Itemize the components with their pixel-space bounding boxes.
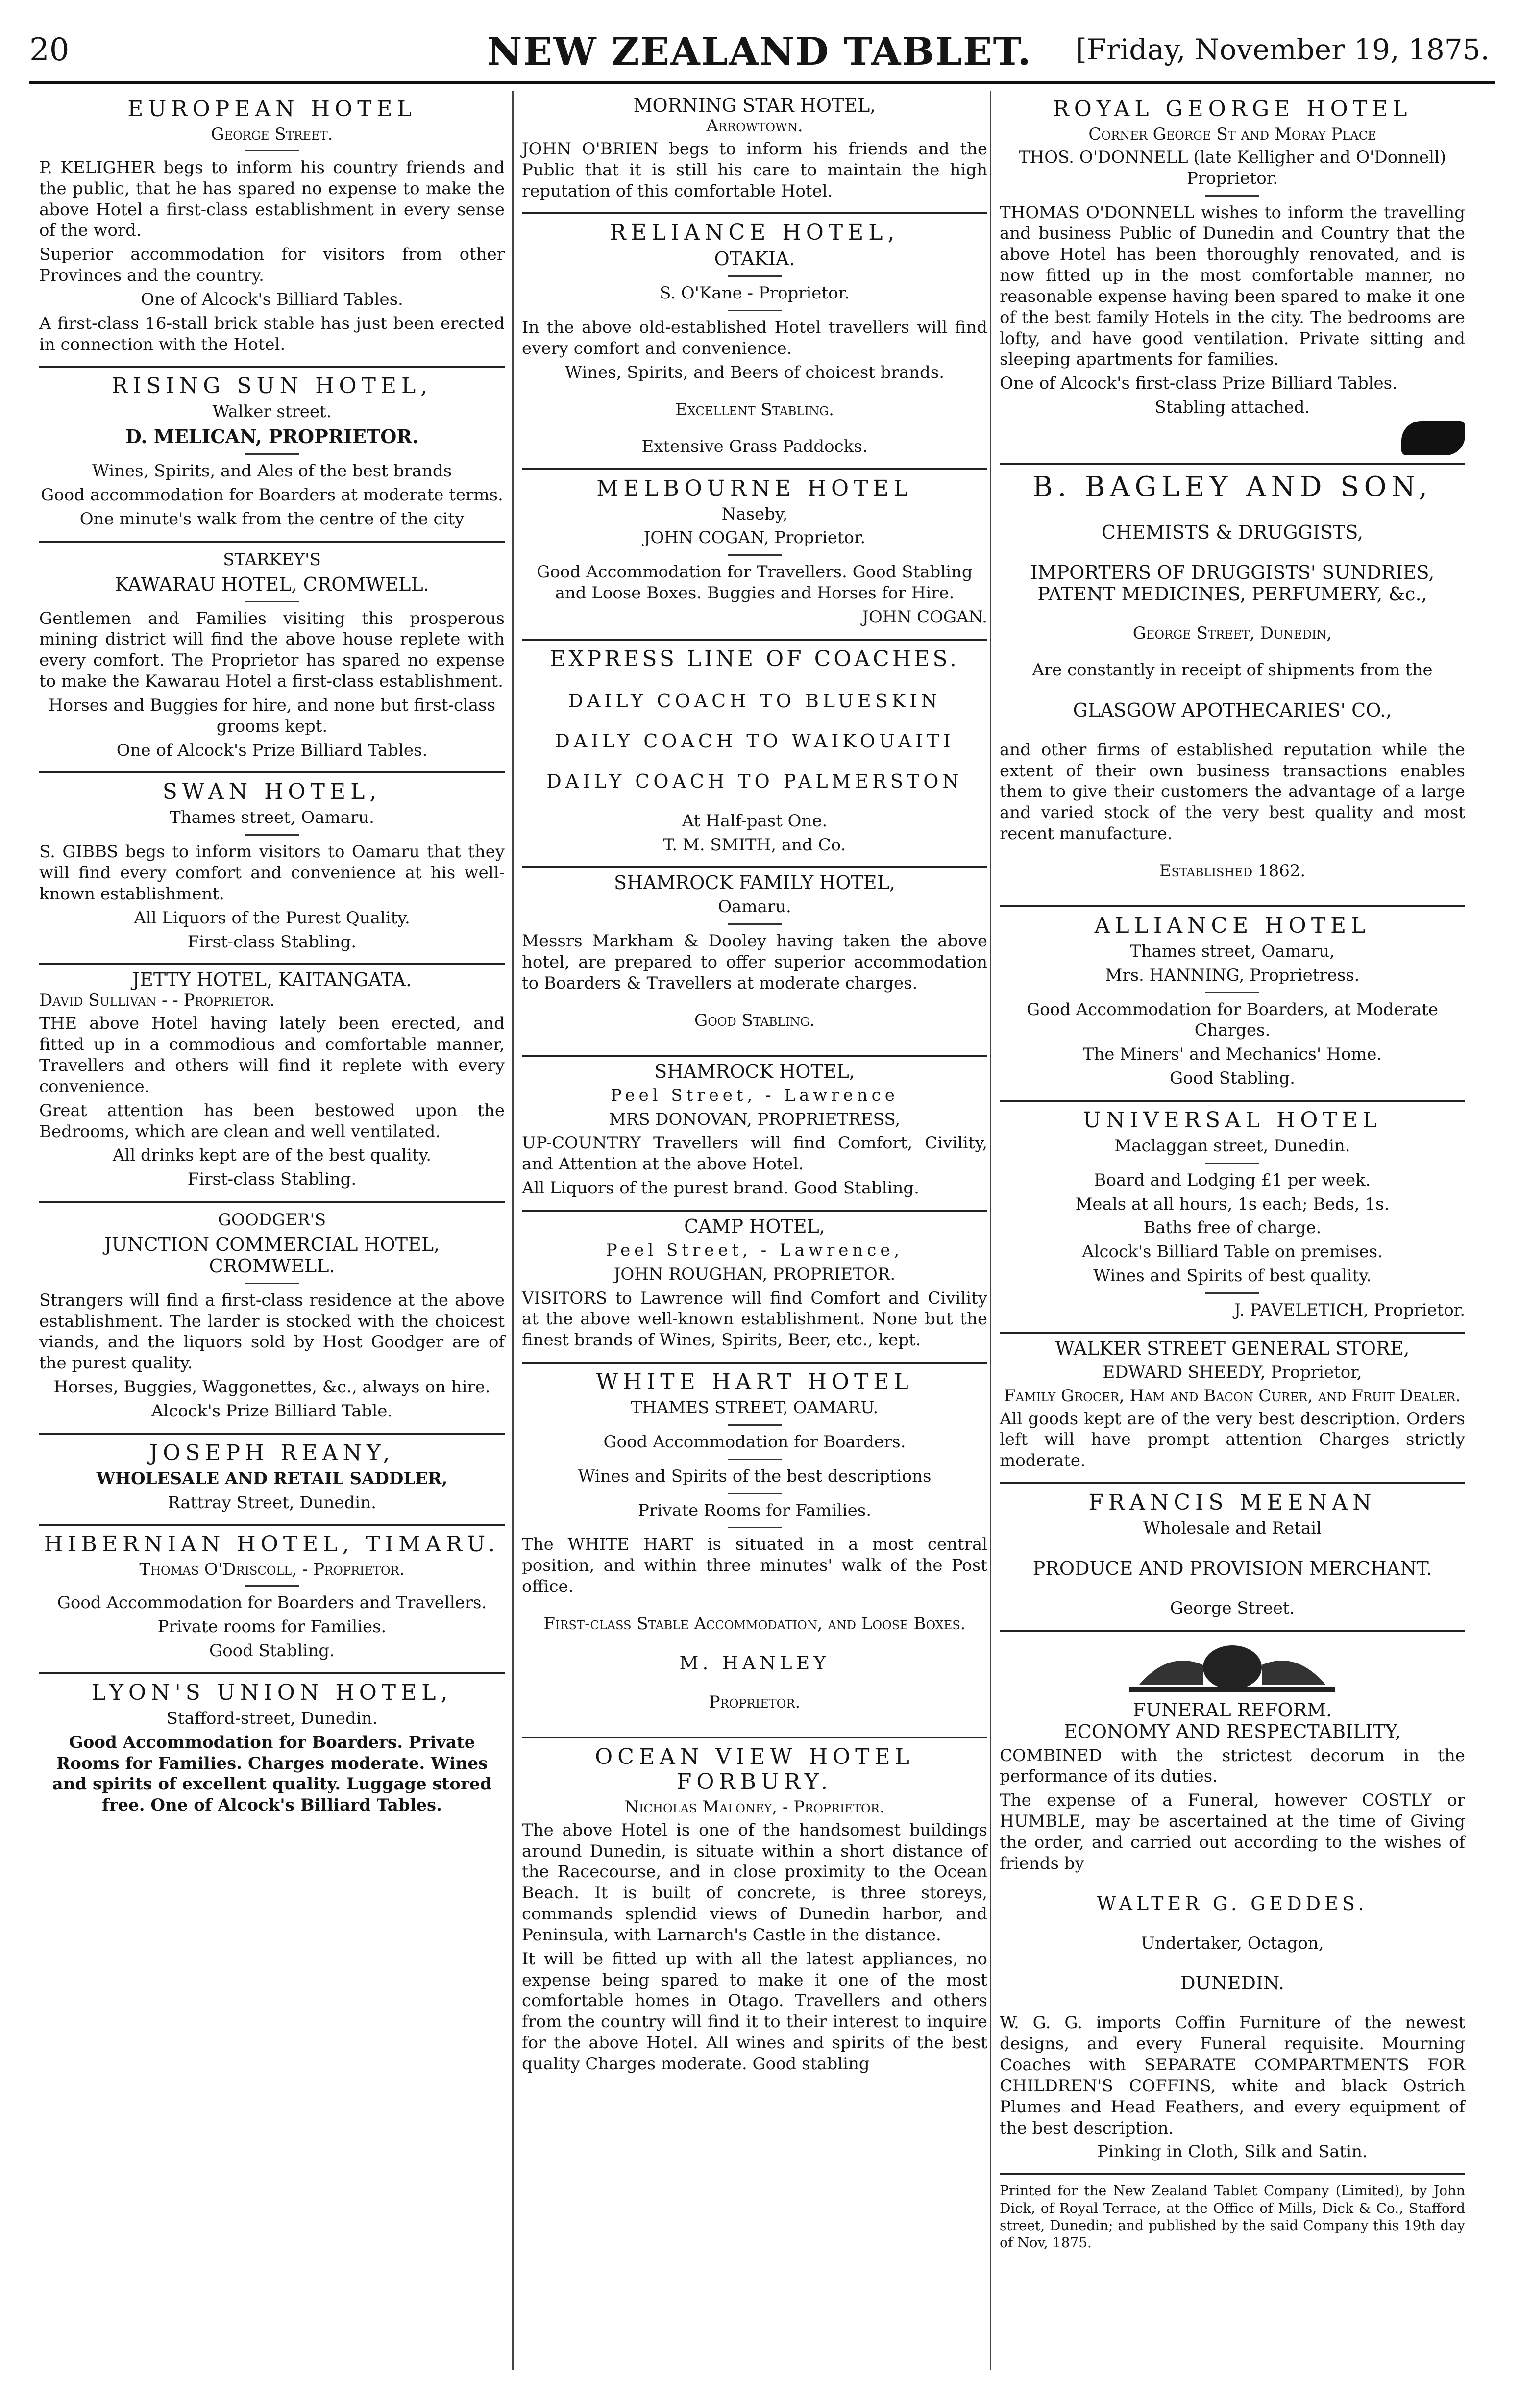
ad-text: Good Stabling.	[209, 1641, 335, 1661]
ad-text: The Miners' and Mechanics' Home.	[1082, 1044, 1382, 1065]
ad-text: First-class Stabling.	[187, 1169, 357, 1190]
ad-subtitle: Corner George St and Moray Place	[1088, 124, 1376, 144]
divider	[245, 834, 299, 836]
ad-text: Are constantly in receipt of shipments from the	[1032, 660, 1433, 680]
proprietor: THOS. O'DONNELL (late Kelligher and O'Donnell) Proprietor.	[1018, 148, 1446, 188]
ad-text: Superior accommodation for visitors from other Provinces and the country.	[39, 245, 505, 286]
ad-express-coaches	[522, 641, 987, 869]
ad-text: Rattray Street, Dunedin.	[168, 1492, 376, 1513]
ad-text: Good Accommodation for Travellers. Good Stabling and Loose Boxes. Buggies and Horses for Hire.	[537, 562, 973, 603]
ad-title: RELIANCE HOTEL,	[610, 220, 900, 246]
ad-text: Alcock's Prize Billiard Table.	[151, 1401, 393, 1421]
ad-text: VISITORS to Lawrence will find Comfort and Civility at the above well-known establishment. None but the finest brands of Wines, Spirits, Beer, etc., kept.	[522, 1288, 987, 1350]
ad-title: KAWARAU HOTEL, CROMWELL.	[115, 573, 429, 595]
masthead	[29, 27, 1490, 86]
ad-subtitle: Maclaggan street, Dunedin.	[1114, 1136, 1350, 1156]
newspaper-title: NEW ZEALAND TABLET.	[487, 29, 1032, 74]
ad-text: Meals at all hours, 1s each; Beds, 1s.	[1075, 1194, 1390, 1214]
ad-text: UP-COUNTRY Travellers will find Comfort, Civility, and Attention at the above Hotel.	[522, 1133, 987, 1174]
ad-text: Horses, Buggies, Waggonettes, &c., always on hire.	[53, 1377, 490, 1397]
divider	[728, 1424, 782, 1426]
divider	[245, 453, 299, 455]
ad-text: Pinking in Cloth, Silk and Satin.	[1097, 2142, 1368, 2162]
ad-text: The WHITE HART is situated in a most central position, and within three minutes' walk of the Post office.	[522, 1535, 987, 1596]
ad-bagley-and-son	[1000, 465, 1465, 907]
ad-title: FRANCIS MEENAN	[1088, 1489, 1376, 1515]
ad-subtitle: OTAKIA.	[714, 248, 795, 270]
ad-title: SWAN HOTEL,	[162, 779, 382, 805]
ad-lyons-union-hotel	[39, 1674, 505, 1827]
imprint-text: Printed for the New Zealand Tablet Company (Limited), by John Dick, of Royal Terrace, at the Office of Mills, Dick & Co., Stafford street, Dunedin; and published by the said Company this 19th day of Nov, 1875.	[1000, 2183, 1465, 2251]
header-rule	[29, 81, 1495, 84]
proprietor: EDWARD SHEEDY, Proprietor,	[1103, 1362, 1362, 1382]
ad-text: Board and Lodging £1 per week.	[1094, 1170, 1371, 1190]
ad-subtitle: Walker street.	[212, 402, 332, 422]
ad-title: LYON'S UNION HOTEL,	[91, 1680, 453, 1705]
ad-kawarau-hotel	[39, 543, 505, 774]
divider	[728, 1527, 782, 1528]
ad-text: P. KELIGHER begs to inform his country friends and the public, that he has spared no expense to make the above Hotel a first-class establishment in every sense of the word.	[39, 158, 505, 241]
ad-universal-hotel	[1000, 1102, 1465, 1334]
divider	[728, 923, 782, 925]
ad-text: Good Stabling.	[1170, 1068, 1295, 1089]
ad-morning-star-hotel	[522, 91, 987, 214]
ad-shamrock-family-hotel	[522, 868, 987, 1056]
ad-text: THOMAS O'DONNELL wishes to inform the travelling and business Public of Dunedin and Country that the above Hotel has been thoroughly renovated, and is now fitted up in the most comfortable manner, no reasonable expense having been spared to make it one of the best family Hotels in the city. The bedrooms are lofty, and have good ventilation. Private sitting and sleeping apartments for families.	[1000, 202, 1465, 370]
ad-title: JOSEPH REANY,	[149, 1440, 395, 1465]
ad-text: PRODUCE AND PROVISION MERCHANT.	[1032, 1557, 1432, 1579]
divider	[245, 1585, 299, 1587]
ad-text: Messrs Markham & Dooley having taken the above hotel, are prepared to offer superior accommodation to Boarders & Travellers at moderate charges.	[522, 931, 987, 993]
column-divider	[990, 91, 991, 2370]
proprietor: JOHN COGAN, Proprietor.	[643, 528, 866, 548]
ad-pretitle: GOODGER'S	[218, 1210, 326, 1230]
ad-title: EUROPEAN HOTEL	[127, 97, 417, 122]
coat-of-arms-icon	[1129, 1640, 1335, 1694]
ad-melbourne-hotel	[522, 470, 987, 641]
ad-text: A first-class 16-stall brick stable has just been erected in connection with the Hotel.	[39, 313, 505, 354]
divider	[1205, 992, 1259, 993]
issue-date: [Friday, November 19, 1875.	[1076, 33, 1490, 66]
ad-text: Good accommodation for Boarders at moderate terms.	[41, 485, 503, 505]
ad-text: W. G. G. imports Coffin Furniture of the newest designs, and every Funeral requisite. Mourning Coaches with SEPARATE COMPARTMENTS FOR CHILDREN'S COFFINS, white and black Ostrich Plumes and Head Feathers, and every equipment of the best description.	[1000, 2013, 1465, 2138]
ad-title: JUNCTION COMMERCIAL HOTEL, CROMWELL.	[104, 1233, 440, 1277]
proprietor: D. MELICAN, PROPRIETOR.	[125, 425, 419, 448]
divider	[728, 554, 782, 556]
ad-title: OCEAN VIEW HOTEL FORBURY.	[595, 1744, 914, 1794]
ad-funeral-reform	[1000, 1632, 1465, 2176]
ad-subtitle: Naseby,	[721, 504, 788, 524]
ad-text: Good Stabling.	[694, 1010, 815, 1030]
ad-francis-meenan	[1000, 1484, 1465, 1632]
ad-text: Great attention has been bestowed upon the Bedrooms, which are clean and well ventilated.	[39, 1100, 505, 1142]
ad-text: The expense of a Funeral, however COSTLY or HUMBLE, may be ascertained at the time of Giving the order, and carried out according to the wishes of friends by	[1000, 1790, 1465, 1873]
ad-title: ALLIANCE HOTEL	[1094, 913, 1371, 938]
ad-text: JOHN O'BRIEN begs to inform his friends and the Public that it is still his care to maintain the high reputation of this comfortable Hotel.	[522, 139, 987, 201]
ad-text: and other firms of established reputation while the extent of their own business transactions enables them to give their customers the advantage of a large and varied stock of the very best quality and most recent manufacture.	[1000, 740, 1465, 844]
ad-text: It will be fitted up with all the latest appliances, no expense being spared to make it one of the most comfortable homes in Otago. Travellers and others from the country will find it to their interest to inquire for the above Hotel. All wines and spirits of the best quality Charges moderate. Good stabling	[522, 1949, 987, 2074]
page-number: 20	[29, 32, 70, 68]
ad-text: First-class Stable Accommodation, and Loose Boxes.	[543, 1614, 966, 1634]
proprietor: Nicholas Maloney, - Proprietor.	[624, 1797, 885, 1817]
ad-text: IMPORTERS OF DRUGGISTS' SUNDRIES, PATENT MEDICINES, PERFUMERY, &c.,	[1030, 561, 1435, 605]
ad-pretitle: STARKEY'S	[223, 549, 321, 570]
ad-text: GLASGOW APOTHECARIES' CO.,	[1073, 699, 1392, 721]
ad-title: B. BAGLEY AND SON,	[1032, 471, 1432, 503]
divider	[1205, 1292, 1259, 1294]
ad-text: At Half-past One.	[682, 811, 828, 831]
ad-text: One of Alcock's Prize Billiard Tables.	[116, 740, 428, 760]
ad-text: WHOLESALE AND RETAIL SADDLER,	[96, 1468, 448, 1489]
ad-title: RISING SUN HOTEL,	[111, 373, 433, 399]
ad-camp-hotel	[522, 1212, 987, 1364]
ad-text: JOHN COGAN.	[862, 607, 987, 627]
column-2	[522, 91, 987, 2085]
ad-text: All Liquors of the Purest Quality.	[134, 908, 410, 928]
ad-text: One of Alcock's Billiard Tables.	[141, 289, 403, 309]
ad-royal-george-hotel	[1000, 91, 1465, 465]
ad-subtitle: Oamaru.	[718, 897, 791, 917]
column-3	[1000, 91, 1465, 2262]
ad-text: Wines and Spirits of best quality.	[1093, 1266, 1372, 1286]
ad-text: Excellent Stabling.	[675, 399, 834, 420]
proprietor: S. O'Kane - Proprietor.	[660, 283, 850, 303]
ad-title: ROYAL GEORGE HOTEL	[1053, 97, 1412, 122]
ad-text: Good Accommodation for Boarders, at Moderate Charges.	[1027, 999, 1438, 1041]
column-divider	[512, 91, 514, 2370]
ad-hibernian-hotel	[39, 1526, 505, 1674]
ad-title: JETTY HOTEL, KAITANGATA.	[132, 969, 412, 991]
ad-jetty-hotel	[39, 965, 505, 1203]
ad-subtitle: Wholesale and Retail	[1143, 1518, 1322, 1538]
ad-text: All drinks kept are of the best quality.	[112, 1145, 432, 1166]
ad-subtitle: Thames street, Oamaru.	[170, 808, 374, 828]
ad-text: Wines and Spirits of the best descriptions	[578, 1466, 932, 1486]
divider	[728, 275, 782, 277]
ad-text: M. HANLEY	[679, 1652, 830, 1674]
ad-title: CAMP HOTEL,	[684, 1215, 825, 1237]
ad-text: COMBINED with the strictest decorum in the performance of its duties.	[1000, 1745, 1465, 1787]
ad-text: Good Accommodation for Boarders.	[603, 1432, 906, 1452]
printer-imprint	[1000, 2175, 1465, 2262]
divider	[728, 1459, 782, 1460]
ad-text: Stabling attached.	[1154, 397, 1310, 418]
ad-text: S. GIBBS begs to inform visitors to Oamaru that they will find every comfort and convenience at his well-known establishment.	[39, 842, 505, 904]
ad-text: All goods kept are of the very best description. Orders left will have prompt attention Charges strictly moderate.	[1000, 1409, 1465, 1471]
ad-text: One minute's walk from the centre of the city	[79, 509, 465, 529]
ad-text: Wines, Spirits, and Beers of choicest brands.	[565, 362, 944, 382]
ad-text: In the above old-established Hotel travellers will find every comfort and convenience.	[522, 318, 987, 359]
ad-joseph-reany	[39, 1435, 505, 1526]
ad-walker-street-store	[1000, 1334, 1465, 1484]
ad-text: George Street, Dunedin,	[1132, 623, 1332, 643]
ad-text: First-class Stabling.	[187, 932, 357, 952]
ad-title: UNIVERSAL HOTEL	[1082, 1107, 1382, 1133]
ad-title: FUNERAL REFORM.	[1132, 1699, 1332, 1721]
ad-text: Undertaker, Octagon,	[1141, 1933, 1324, 1953]
divider	[1205, 195, 1259, 197]
ad-text: J. PAVELETICH, Proprietor.	[1234, 1300, 1465, 1320]
ad-text: DAILY COACH TO PALMERSTON	[546, 770, 963, 792]
column-1	[39, 91, 505, 1827]
ad-subtitle: THAMES STREET, OAMARU.	[631, 1398, 879, 1418]
ad-shamrock-hotel	[522, 1057, 987, 1212]
ad-text: WALTER G. GEDDES.	[1097, 1892, 1368, 1914]
ad-subtitle: George Street.	[211, 124, 333, 144]
ad-subtitle: Stafford-street, Dunedin.	[166, 1708, 378, 1728]
ad-text: One of Alcock's first-class Prize Billiard Tables.	[1000, 373, 1397, 394]
divider	[728, 310, 782, 311]
ad-title: WHITE HART HOTEL	[596, 1369, 913, 1395]
ad-text: Baths free of charge.	[1143, 1218, 1322, 1238]
ad-text: Extensive Grass Paddocks.	[641, 436, 868, 456]
ad-european-hotel	[39, 91, 505, 368]
proprietor: David Sullivan - - Proprietor.	[39, 991, 275, 1011]
ad-text: Gentlemen and Families visiting this prosperous mining district will find the above house replete with every comfort. The Proprietor has spared no expense to make the Kawarau Hotel a first-class establishment.	[39, 608, 505, 692]
ad-text: Proprietor.	[709, 1692, 801, 1712]
ad-subtitle: Thames street, Oamaru,	[1130, 941, 1335, 961]
divider	[245, 150, 299, 151]
ad-text: Wines, Spirits, and Ales of the best brands	[92, 461, 452, 481]
proprietor: Thomas O'Driscoll, - Proprietor.	[139, 1560, 405, 1580]
ad-text: Horses and Buggies for hire, and none but first-class grooms kept.	[48, 695, 496, 736]
proprietor: JOHN ROUGHAN, PROPRIETOR.	[613, 1264, 896, 1284]
ad-subtitle: Arrowtown.	[706, 116, 803, 136]
divider	[1205, 1163, 1259, 1164]
ad-text: Private Rooms for Families.	[637, 1500, 872, 1520]
ad-title: MORNING STAR HOTEL,	[633, 95, 876, 116]
ad-text: T. M. SMITH, and Co.	[663, 835, 846, 855]
ad-title: SHAMROCK FAMILY HOTEL,	[614, 872, 895, 894]
ad-subtitle: ECONOMY AND RESPECTABILITY,	[1064, 1720, 1401, 1742]
ad-title: MELBOURNE HOTEL	[596, 475, 913, 501]
divider	[245, 1283, 299, 1284]
proprietor: MRS DONOVAN, PROPRIETRESS,	[609, 1109, 901, 1129]
divider	[245, 601, 299, 602]
ad-text: Good Accommodation for Boarders. Private Rooms for Families. Charges moderate. Wines and spirits of excellent quality. Luggage stored free. One of Alcock's Billiard Tables.	[52, 1732, 492, 1815]
ad-text: All Liquors of the purest brand. Good Stabling.	[522, 1178, 919, 1198]
ad-rising-sun-hotel	[39, 368, 505, 542]
ad-text: CHEMISTS & DRUGGISTS,	[1101, 521, 1364, 543]
ad-reliance-hotel	[522, 214, 987, 470]
divider	[728, 1493, 782, 1494]
ad-alliance-hotel	[1000, 907, 1465, 1102]
ad-title: WALKER STREET GENERAL STORE,	[1055, 1337, 1410, 1359]
ad-text: George Street.	[1170, 1598, 1295, 1618]
ad-text: DUNEDIN.	[1180, 1972, 1284, 1994]
ad-text: Good Accommodation for Boarders and Travellers.	[57, 1593, 487, 1613]
ad-title: SHAMROCK HOTEL,	[654, 1060, 855, 1082]
ad-text: Strangers will find a first-class residence at the above establishment. The larder is stocked with the choicest viands, and the liquors sold by Host Goodger are of the purest quality.	[39, 1290, 505, 1373]
ad-title: EXPRESS LINE OF COACHES.	[550, 646, 959, 671]
ad-subtitle: Family Grocer, Ham and Bacon Curer, and Fruit Dealer.	[1004, 1386, 1461, 1406]
ad-text: The above Hotel is one of the handsomest buildings around Dunedin, is situate within a short distance of the Racecourse, and in close proximity to the Ocean Beach. It is built of concrete, is three storeys, commands splendid views of Dunedin harbor, and Peninsula, with Larnarch's Castle in the distance.	[522, 1820, 987, 1945]
ad-ocean-view-hotel	[522, 1738, 987, 2085]
pointing-hand-icon	[1000, 421, 1465, 455]
ad-swan-hotel	[39, 773, 505, 965]
ad-subtitle: Peel Street, - Lawrence	[611, 1085, 899, 1105]
proprietor: Mrs. HANNING, Proprietress.	[1105, 965, 1360, 985]
ad-text: Private rooms for Families.	[157, 1617, 387, 1637]
ad-text: DAILY COACH TO BLUESKIN	[568, 690, 941, 712]
ad-text: DAILY COACH TO WAIKOUAITI	[555, 730, 955, 752]
ad-text: Alcock's Billiard Table on premises.	[1082, 1242, 1383, 1262]
ad-junction-hotel	[39, 1203, 505, 1435]
ad-text: Established 1862.	[1159, 861, 1306, 881]
ad-text: THE above Hotel having lately been erected, and fitted up in a commodious and comfortable manner, Travellers and others will find it replete with every convenience.	[39, 1014, 505, 1096]
ad-title: HIBERNIAN HOTEL, TIMARU.	[44, 1532, 500, 1557]
ad-white-hart-hotel	[522, 1364, 987, 1738]
ad-subtitle: Peel Street, - Lawrence,	[606, 1240, 904, 1260]
